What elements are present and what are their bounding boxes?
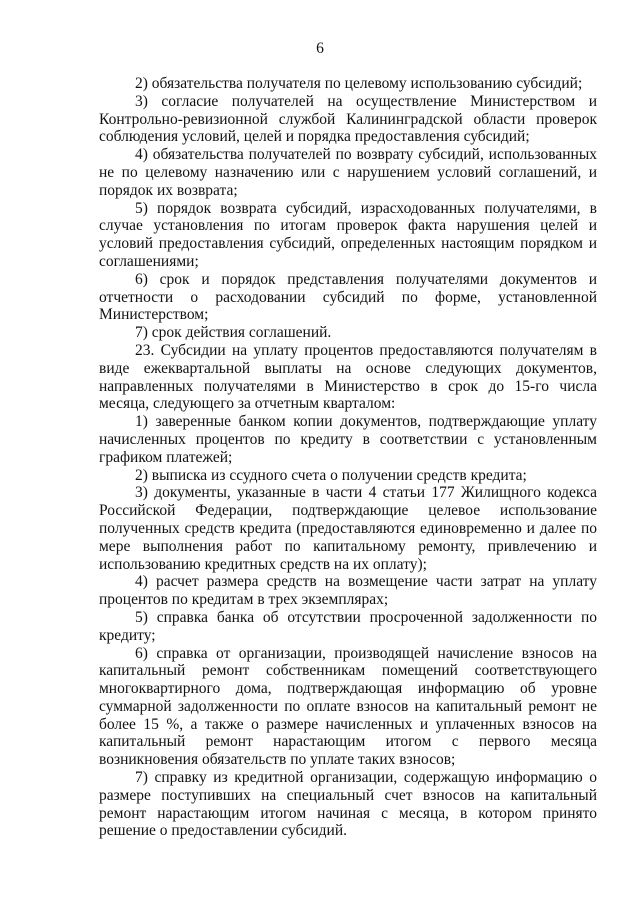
paragraph: 7) справку из кредитной организации, содержащую информацию о размере поступивших на специальный счет взносов на капитальный ремонт нарастающим итогом начиная с месяца, в котором принято решение о предоставлении субсидий. — [99, 769, 597, 840]
paragraph: 5) справка банка об отсутствии просроченной задолженности по кредиту; — [99, 608, 597, 644]
paragraph: 4) обязательства получателей по возврату субсидий, использованных не по целевому назначению или с нарушением условий соглашений, и порядок их возврата; — [99, 146, 597, 199]
document-body — [99, 75, 597, 840]
paragraph: 23. Субсидии на уплату процентов предоставляются получателям в виде ежеквартальной выплаты на основе следующих документов, направленных получателями в Министерство в срок до 15-го числа месяца, следующего за отчетным кварталом: — [99, 341, 597, 413]
paragraph: 2) обязательства получателя по целевому использованию субсидий; — [135, 75, 583, 92]
paragraph: 3) согласие получателей на осуществление Министерством и Контрольно-ревизионной службой Калининградской области проверок соблюдения условий, целей и порядка предоставления субсидий; — [99, 92, 597, 146]
paragraph: 6) справка от организации, производящей начисление взносов на капитальный ремонт собственникам помещений соответствующего многоквартирного дома, подтверждающая информацию об уровне суммарной задолженности по оплате взносов на капитальный ремонт не более 15 %, а также о размере начисленных и уплаченных взносов на капитальный ремонт нарастающим итогом с первого месяца возникновения обязательств по уплате таких взносов; — [99, 644, 597, 769]
paragraph: 6) срок и порядок представления получателями документов и отчетности о расходовании субсидий по форме, установленной Министерством; — [99, 270, 597, 324]
paragraph: 7) срок действия соглашений. — [135, 324, 332, 342]
paragraph: 1) заверенные банком копии документов, подтверждающие уплату начисленных процентов по кредиту в соответствии с установленным графиком платежей; — [99, 413, 597, 466]
paragraph: 4) расчет размера средств на возмещение части затрат на уплату процентов по кредитам в трех экземплярах; — [99, 573, 597, 609]
paragraph: 3) документы, указанные в части 4 статьи 177 Жилищного кодекса Российской Федерации, подтверждающие целевое использование полученных средств кредита (предоставляются единовременно и далее по мере выполнения работ по капитальному ремонту, привлечению и использованию кредитных средств на их оплату); — [99, 484, 597, 573]
page-number: 6 — [316, 40, 324, 57]
paragraph: 5) порядок возврата субсидий, израсходованных получателями, в случае установления по итогам проверок факта нарушения целей и условий предоставления субсидий, определенных настоящим порядком и соглашениями; — [99, 199, 597, 270]
paragraph: 2) выписка из ссудного счета о получении средств кредита; — [135, 466, 527, 484]
